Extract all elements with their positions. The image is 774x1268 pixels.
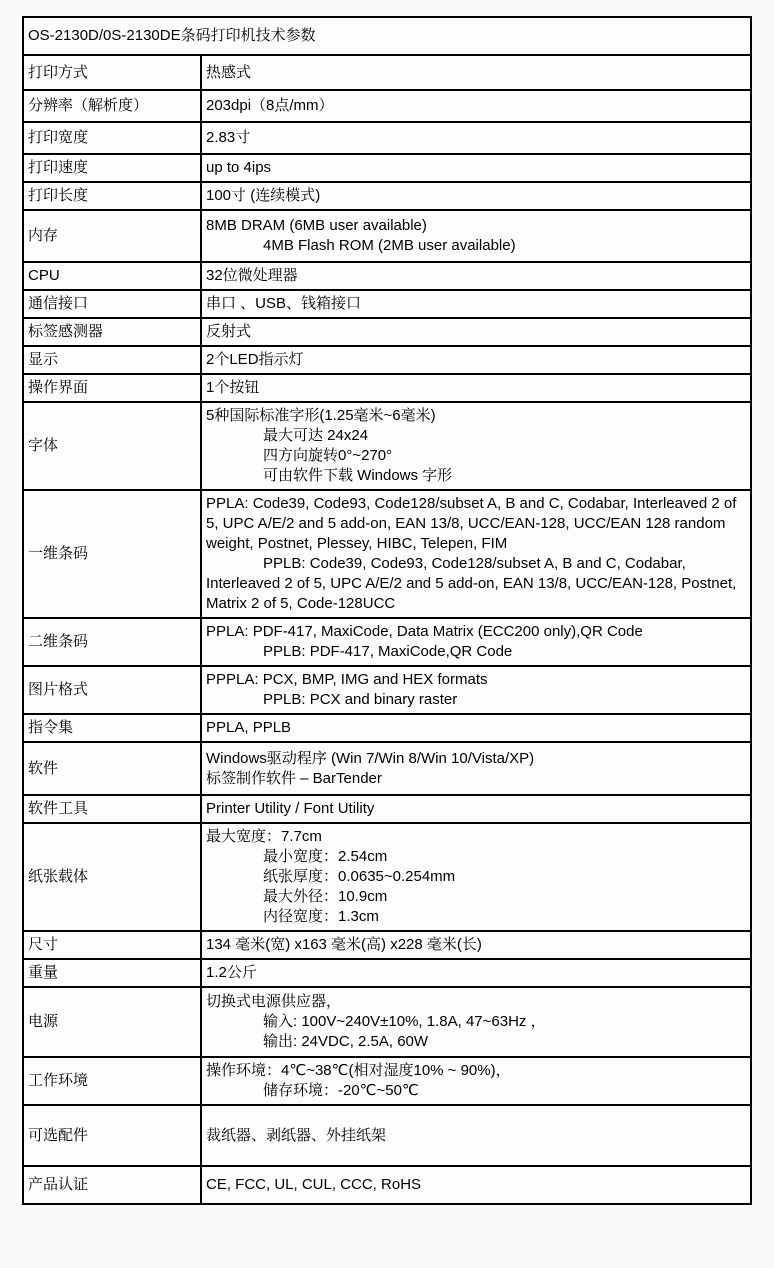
table-row <box>23 714 751 742</box>
spec-line: 纸张厚度：0.0635~0.254mm <box>263 868 456 885</box>
spec-value <box>201 374 751 402</box>
spec-value <box>201 154 751 182</box>
spec-line: 操作环境：4℃~38℃(相对湿度10% ~ 90%)， <box>206 1062 511 1079</box>
spec-value <box>201 210 751 262</box>
table-row <box>23 490 751 618</box>
spec-line: 1.2公斤 <box>206 964 257 981</box>
spec-value <box>201 823 751 931</box>
spec-line: 四方向旋转0°~270° <box>263 447 393 464</box>
spec-line: 100寸 (连续模式) <box>206 187 321 204</box>
spec-line: 输入: 100V~240V±10%, 1.8A, 47~63Hz ， <box>263 1013 546 1030</box>
spec-label: 二维条码 <box>23 618 201 666</box>
table-row <box>23 374 751 402</box>
table-row <box>23 987 751 1057</box>
spec-label: 内存 <box>23 210 201 262</box>
spec-value <box>201 262 751 290</box>
spec-value <box>201 402 751 490</box>
spec-line: 反射式 <box>206 323 252 340</box>
spec-label: 软件 <box>23 742 201 795</box>
table-row <box>23 122 751 154</box>
spec-line: 2个LED指示灯 <box>206 351 304 368</box>
table-row <box>23 262 751 290</box>
spec-label: 分辨率（解析度） <box>23 90 201 122</box>
spec-value <box>201 795 751 823</box>
spec-label: 指令集 <box>23 714 201 742</box>
spec-line: Windows驱动程序 (Win 7/Win 8/Win 10/Vista/XP) <box>206 749 535 767</box>
spec-line: PPPLA: PCX, BMP, IMG and HEX formats <box>206 671 488 688</box>
spec-value <box>201 666 751 714</box>
table-row <box>23 931 751 959</box>
table-row <box>23 742 751 795</box>
spec-line: 最大可达 24x24 <box>263 427 369 444</box>
table-row <box>23 1057 751 1105</box>
spec-label: 标签感测器 <box>23 318 201 346</box>
spec-line: 8MB DRAM (6MB user available) <box>206 217 427 234</box>
spec-line: up to 4ips <box>206 159 272 176</box>
spec-line: PPLB: Code39, Code93, Code128/subset A, B and C, Codabar, Interleaved 2 of 5, UPC A/E/2 and 5 add-on, EAN 13/8, UCC/EAN-128, Postnet, Matrix 2 of 5, Code-128UCC <box>206 555 737 612</box>
spec-label: 打印长度 <box>23 182 201 210</box>
spec-label: 软件工具 <box>23 795 201 823</box>
table-row <box>23 346 751 374</box>
table-row <box>23 959 751 987</box>
table-row <box>23 55 751 90</box>
table-row <box>23 210 751 262</box>
spec-label: 工作环境 <box>23 1057 201 1105</box>
spec-value <box>201 346 751 374</box>
table-row <box>23 154 751 182</box>
spec-line: 串口 、USB、钱箱接口 <box>206 295 362 312</box>
spec-line: 5种国际标准字形(1.25毫米~6毫米) <box>206 407 436 424</box>
spec-value <box>201 1105 751 1166</box>
table-row <box>23 823 751 931</box>
spec-line: 最大宽度：7.7cm <box>206 828 322 845</box>
spec-line: PPLA: Code39, Code93, Code128/subset A, B and C, Codabar, Interleaved 2 of 5, UPC A/E/2 and 5 add-on, EAN 13/8, UCC/EAN-128, UCC/EAN 128 random weight, Postnet, Plessey, HIBC, Telepen, FIM <box>206 495 737 552</box>
spec-line: 2.83寸 <box>206 129 251 146</box>
spec-label: 纸张载体 <box>23 823 201 931</box>
spec-value <box>201 959 751 987</box>
table-row <box>23 618 751 666</box>
spec-label: 图片格式 <box>23 666 201 714</box>
spec-line: PPLA: PDF-417, MaxiCode, Data Matrix (ECC200 only),QR Code <box>206 623 643 640</box>
spec-line: 切换式电源供应器， <box>206 993 342 1010</box>
spec-value <box>201 182 751 210</box>
spec-value <box>201 1166 751 1204</box>
spec-value <box>201 490 751 618</box>
spec-line: 32位微处理器 <box>206 267 298 284</box>
spec-value <box>201 987 751 1057</box>
table-row <box>23 1105 751 1166</box>
table-row <box>23 1166 751 1204</box>
spec-line: 输出: 24VDC, 2.5A, 60W <box>263 1033 429 1050</box>
spec-label: 打印方式 <box>23 55 201 90</box>
spec-value <box>201 618 751 666</box>
spec-line: 4MB Flash ROM (2MB user available) <box>263 237 516 254</box>
spec-label: 重量 <box>23 959 201 987</box>
spec-label: 可选配件 <box>23 1105 201 1166</box>
table-title-row <box>23 17 751 55</box>
spec-label: 通信接口 <box>23 290 201 318</box>
table-row <box>23 318 751 346</box>
table-row <box>23 182 751 210</box>
spec-value <box>201 122 751 154</box>
spec-line: PPLB: PCX and binary raster <box>263 691 458 708</box>
spec-value <box>201 714 751 742</box>
table-row <box>23 666 751 714</box>
spec-line: 最大外径：10.9cm <box>263 888 388 905</box>
spec-label: 打印速度 <box>23 154 201 182</box>
table-row <box>23 90 751 122</box>
spec-value <box>201 318 751 346</box>
spec-line: 热感式 <box>206 63 252 81</box>
spec-label: 字体 <box>23 402 201 490</box>
spec-line: CE, FCC, UL, CUL, CCC, RoHS <box>206 1176 422 1193</box>
spec-value <box>201 290 751 318</box>
spec-line: 可由软件下载 Windows 字形 <box>263 467 453 484</box>
spec-line: 134 毫米(宽) x163 毫米(高) x228 毫米(长) <box>206 936 482 953</box>
spec-table <box>22 16 752 1205</box>
spec-label: 打印宽度 <box>23 122 201 154</box>
table-row <box>23 795 751 823</box>
spec-value <box>201 90 751 122</box>
spec-label: 尺寸 <box>23 931 201 959</box>
spec-value <box>201 742 751 795</box>
spec-value <box>201 1057 751 1105</box>
table-row <box>23 402 751 490</box>
spec-line: PPLB: PDF-417, MaxiCode,QR Code <box>263 643 513 660</box>
spec-line: 标签制作软件 – BarTender <box>206 769 382 787</box>
spec-line: PPLA, PPLB <box>206 719 292 736</box>
spec-label: 电源 <box>23 987 201 1057</box>
spec-label: CPU <box>23 262 201 290</box>
spec-label: 一维条码 <box>23 490 201 618</box>
table-row <box>23 290 751 318</box>
spec-line: 最小宽度：2.54cm <box>263 848 388 865</box>
spec-label: 操作界面 <box>23 374 201 402</box>
spec-line: 203dpi（8点/mm） <box>206 97 334 114</box>
spec-line: Printer Utility / Font Utility <box>206 800 375 817</box>
spec-value <box>201 931 751 959</box>
spec-line: 1个按钮 <box>206 379 260 396</box>
spec-line: 内径宽度：1.3cm <box>263 908 379 925</box>
spec-line: 裁纸器、剥纸器、外挂纸架 <box>206 1126 387 1144</box>
spec-label: 显示 <box>23 346 201 374</box>
table-title: OS-2130D/0S-2130DE条码打印机技术参数 <box>23 17 751 55</box>
spec-line: 储存环境：-20℃~50℃ <box>263 1082 419 1099</box>
spec-label: 产品认证 <box>23 1166 201 1204</box>
spec-value <box>201 55 751 90</box>
